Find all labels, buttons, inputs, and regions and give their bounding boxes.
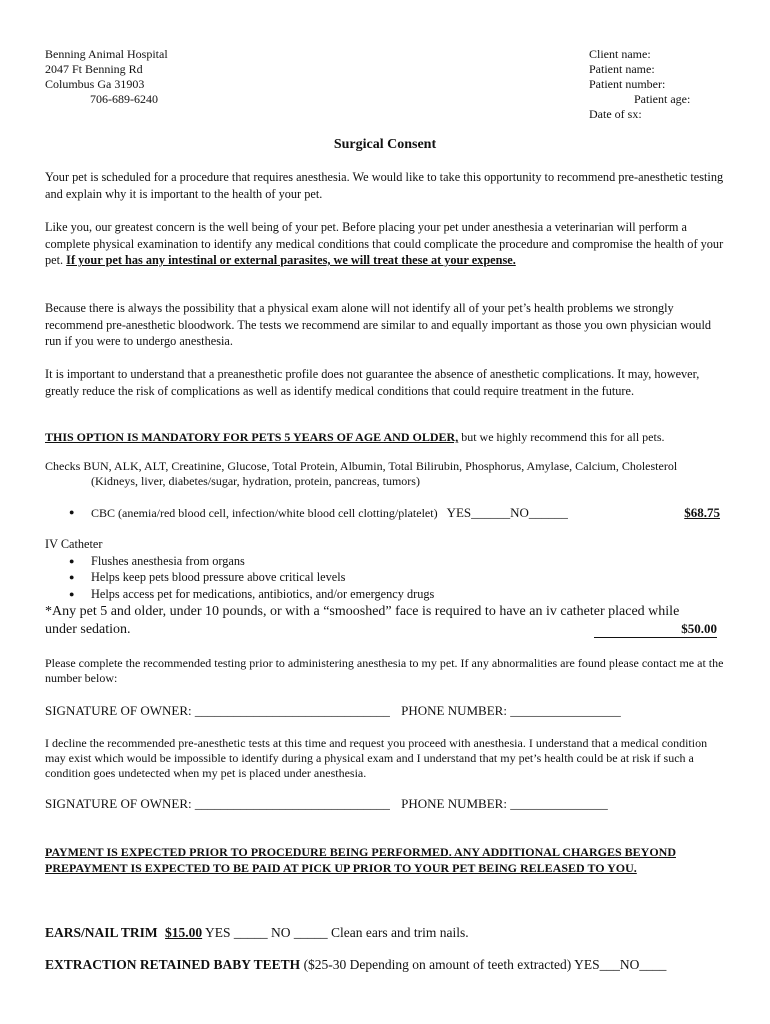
iv-section bbox=[45, 536, 725, 602]
patient-name-field[interactable]: Patient name: bbox=[589, 62, 655, 76]
cbc-price: $68.75 bbox=[684, 505, 720, 520]
patient-number-field[interactable]: Patient number: bbox=[589, 77, 666, 91]
profile-paragraph: It is important to understand that a preanesthetic profile does not guarantee the absence of anesthetic complications. It may, however, greatly reduce the risk of complications as well as identify medical conditions that could require treatment in the future. bbox=[45, 367, 700, 398]
clinic-name: Benning Animal Hospital bbox=[45, 47, 168, 61]
iv-heading: IV Catheter bbox=[45, 537, 103, 551]
parasite-notice: If your pet has any intestinal or external parasites, we will treat these at your expense. bbox=[66, 253, 516, 267]
ears-price: $15.00 bbox=[165, 925, 203, 940]
patient-age-field[interactable]: Patient age: bbox=[634, 92, 691, 106]
bloodwork-paragraph: Because there is always the possibility that a physical exam alone will not identify all of your pet’s health problems we strongly recommend pre-anesthetic bloodwork. The tests we recommend are similar to and equally important as those you own physician would run if you were to undergo anesthesia. bbox=[45, 301, 712, 348]
clinic-address: 2047 Ft Benning Rd bbox=[45, 62, 143, 76]
exam-paragraph-text: Like you, our greatest concern is the well being of your pet. Before placing your pet under anesthesia a veterinarian will perform a complete physical examination to identify any medical conditions that could complicate the procedure and compromise the health of your pet. bbox=[45, 220, 724, 267]
owner-signature-field[interactable]: SIGNATURE OF OWNER: ______________________________ bbox=[45, 703, 390, 718]
owner-signature-field[interactable]: SIGNATURE OF OWNER: ______________________________ bbox=[45, 796, 390, 811]
extraction-label: EXTRACTION RETAINED BABY TEETH bbox=[45, 957, 301, 972]
intro-paragraph: Your pet is scheduled for a procedure that requires anesthesia. We would like to take this opportunity to recommend pre-anesthetic testing and explain why it is important to the health of your pet. bbox=[45, 170, 724, 201]
cbc-yes-no[interactable]: YES______NO______ bbox=[446, 505, 568, 520]
exam-paragraph bbox=[45, 219, 725, 269]
mandatory-line bbox=[45, 430, 745, 445]
ears-nail-row bbox=[45, 925, 745, 941]
signature-row-decline bbox=[45, 796, 745, 812]
payment-notice: PAYMENT IS EXPECTED PRIOR TO PROCEDURE BEING PERFORMED. ANY ADDITIONAL CHARGES BEYOND PREPAYMENT IS EXPECTED TO BE PAID AT PICK UP PRIOR TO YOUR PET BEING RELEASED TO YOU. bbox=[45, 845, 676, 875]
cbc-row bbox=[45, 505, 720, 521]
iv-note: *Any pet 5 and older, under 10 pounds, or with a “smooshed” face is required to have an iv catheter placed while under sedation. bbox=[45, 604, 680, 637]
iv-bullet: ● Helps access pet for medications, antibiotics, and/or emergency drugs bbox=[45, 586, 725, 603]
ears-options[interactable]: YES _____ NO _____ Clean ears and trim nails. bbox=[202, 925, 469, 940]
decline-text: I decline the recommended pre-anesthetic tests at this time and request you proceed with anesthesia. I understand that a medical condition may exist which would be impossible to identify during a physical exam and I understand that my pet’s health could be at risk if such a condition goes undetected when my pet is placed under anesthesia. bbox=[45, 736, 708, 780]
consent-text: Please complete the recommended testing prior to administering anesthesia to my pet. If any abnormalities are found please contact me at the number below: bbox=[45, 656, 724, 685]
clinic-info bbox=[45, 47, 345, 107]
mandatory-recommend: but we highly recommend this for all pets. bbox=[458, 430, 665, 444]
page-title: Surgical Consent bbox=[333, 137, 437, 152]
iv-price-line bbox=[594, 621, 717, 638]
signature-row-consent bbox=[45, 703, 745, 719]
clinic-city: Columbus Ga 31903 bbox=[45, 77, 145, 91]
client-name-field[interactable]: Client name: bbox=[589, 47, 651, 61]
iv-bullet: ● Flushes anesthesia from organs bbox=[45, 553, 725, 570]
mandatory-notice: THIS OPTION IS MANDATORY FOR PETS 5 YEARS OF AGE AND OLDER, bbox=[45, 430, 459, 444]
date-of-sx-field[interactable]: Date of sx: bbox=[589, 107, 642, 121]
extraction-options[interactable]: ($25-30 Depending on amount of teeth extracted) YES___NO____ bbox=[300, 957, 667, 972]
checks-list bbox=[45, 459, 745, 489]
cbc-label: CBC (anemia/red blood cell, infection/white blood cell clotting/platelet) bbox=[91, 506, 438, 520]
extraction-row bbox=[45, 957, 745, 973]
client-fields bbox=[589, 47, 749, 122]
checks-line: Checks BUN, ALK, ALT, Creatinine, Glucose, Total Protein, Albumin, Total Bilirubin, Phosphorus, Amylase, Calcium, Cholesterol bbox=[45, 459, 678, 473]
clinic-phone: 706-689-6240 bbox=[90, 92, 158, 106]
phone-number-field[interactable]: PHONE NUMBER: _________________ bbox=[401, 703, 621, 718]
iv-bullet: ● Helps keep pets blood pressure above critical levels bbox=[45, 569, 725, 586]
checks-organs: (Kidneys, liver, diabetes/sugar, hydration, protein, pancreas, tumors) bbox=[91, 474, 420, 488]
ears-label: EARS/NAIL TRIM bbox=[45, 925, 158, 940]
iv-price: $50.00 bbox=[681, 621, 717, 636]
phone-number-field[interactable]: PHONE NUMBER: _______________ bbox=[401, 796, 608, 811]
